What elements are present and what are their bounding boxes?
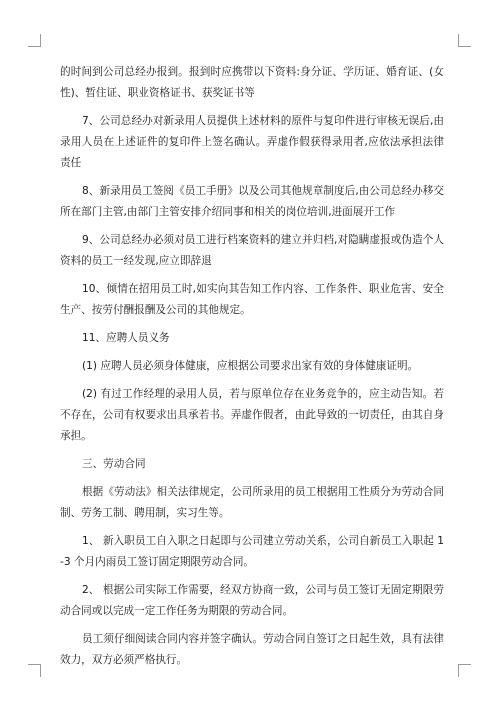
paragraph-item-10: 10、倾情在招用员工时,如实向其告知工作内容、工作条件、职业危害、安全生产、按劳付酬报酬及公司的其他规定。 [60, 283, 444, 316]
paragraph-contract-item-1: 1、 新入职员工自入职之日起即与公司建立劳动关系，公司自新员工入职起 1-3 个月内雨员工签订固定期限劳动合同。 [60, 535, 444, 568]
paragraph-obligation-2: (2) 有过工作经理的录用人员，若与原单位存在业务竞争的，应主动告知。若不存在，公司有权要求出具承若书。弄虚作假者，由此导致的一切责任，由其自身承担。 [60, 388, 444, 442]
paragraph-obligation-1: (1) 应聘人员必须身体健康，应根据公司要求出家有效的身体健康证明。 [82, 360, 419, 372]
paragraph-continuation: 的时间到公司总经办报到。报到时应携带以下资料:身分证、学历证、婚育证、(女性)、暂住证、职业资格证书、获奖证书等 [60, 66, 444, 99]
paragraph-contract-signing: 员工须仔细阅读合同内容并签字确认。劳动合同自签订之日起生效，具有法律效力，双方必须严格执行。 [60, 633, 444, 666]
crop-mark-bottom-left [28, 664, 41, 677]
paragraph-item-9: 9、公司总经办必须对员工进行档案资料的建立并归档,对隐瞒虚报或伪造个人资料的员工一经发现,应立即辞退 [60, 234, 444, 267]
crop-mark-top-right [458, 34, 471, 47]
crop-mark-bottom-right [458, 664, 471, 677]
paragraph-contract-types: 根据《劳动法》相关法律规定，公司所录用的员工根据用工性质分为劳动合同制、劳务工制、聘用制，实习生等。 [60, 486, 444, 519]
paragraph-contract-item-2: 2、 根据公司实际工作需要，经双方协商一致，公司与员工签订无固定期限劳动合同或以完成一定工作任务为期限的劳动合同。 [60, 584, 444, 617]
paragraph-item-8: 8、新录用员工签阅《员工手册》以及公司其他规章制度后,由公司总经办移交所在部门主管,由部门主管安排介绍同事和相关的岗位培训,进面展开工作 [60, 185, 444, 218]
crop-mark-top-left [28, 34, 41, 47]
paragraph-item-11-heading: 11、应聘人员义务 [82, 332, 170, 344]
paragraph-item-7: 7、公司总经办对新录用人员提供上述材料的原件与复印件进行审核无误后,由录用人员在上述证件的复印件上签名确认。弄虚作假获得录用者,应依法承担法律责任 [60, 115, 444, 169]
section-heading-labor-contract: 三、劳动合同 [82, 458, 146, 470]
document-page [60, 62, 444, 671]
